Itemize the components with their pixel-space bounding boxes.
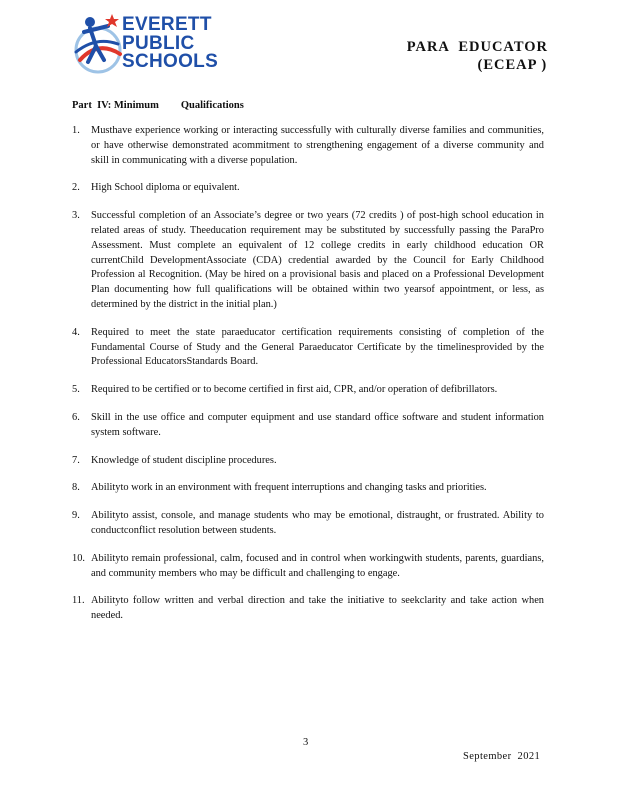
list-item: 8. Abilityto work in an environment with frequent interruptions and changing tasks and priorities. [72,482,487,494]
item-text: High School diploma or equivalent. [91,182,240,194]
document-title [407,38,548,74]
item-text: Successful completion of an Associate’s degree or two years (72 credits ) of post-high school education in related areas of study. Theeducation requirement may be substituted by successfully passing the ParaPro Assessment. Must complete an equivalent of 12 college credits in early childhood education OR currentChild DevelopmentAssociate (CDA) credential awarded by the Council for Early Childhood Profession al Recognition. (May be hired on a provisional basis and placed on a Professional Development Plan documenting how full qualifications will be obtained within two yearsof appointment, or less, as determined by the district in the initial plan.) [91,210,544,310]
item-text: Knowledge of student discipline procedures. [91,454,277,466]
section-part: Part IV: Minimum [72,100,159,111]
logo-line-2: PUBLIC [122,32,195,54]
footer-date: September 2021 [463,751,541,762]
list-item: 7. Knowledge of student discipline procedures. [72,454,277,466]
item-text: Required to meet the state paraeducator certification requirements consisting of completion of the Fundamental Course of Study and the General Paraeducator Certificate by the timelinesprovided by the Professional EducatorsStandards Board. [91,326,544,368]
page-number: 3 [303,737,309,748]
requirements-list [72,124,544,637]
list-item: 5. Required to be certified or to become certified in first aid, CPR, and/or operation of defibrillators. [72,384,498,396]
list-item: 4. Required to meet the state paraeducator certification requirements consisting of completion of the Fundamental Course of Study and the General Paraeducator Certificate by the timelinesprovided by the Professional EducatorsStandards Board. [72,326,544,368]
item-text: Abilityto assist, console, and manage students who may be emotional, distraught, or frustrated. Ability to conductconflict resolution between students. [91,510,544,536]
logo-text [122,16,218,72]
list-item: 3. Successful completion of an Associate’s degree or two years (72 credits ) of post-high school education in related areas of study. Theeducation requirement may be substituted by successfully passing the ParaPro Assessment. Must complete an equivalent of 12 college credits in early childhood education OR currentChild DevelopmentAssociate (CDA) credential awarded by the Council for Early Childhood Profession al Recognition. (May be hired on a provisional basis and placed on a Professional Development Plan documenting how full qualifications will be obtained within two yearsof appointment, or less, as determined by the district in the initial plan.) [72,210,544,310]
list-item: 9. Abilityto assist, console, and manage students who may be emotional, distraught, or frustrated. Ability to conductconflict resolution between students. [72,510,544,536]
item-text: Abilityto remain professional, calm, focused and in control when workingwith students, parents, guardians, and community members who may be difficult and challenging to engage. [91,552,544,579]
item-text: Required to be certified or to become certified in first aid, CPR, and/or operation of defibrillators. [91,384,498,396]
logo-line-3: SCHOOLS [122,51,219,72]
district-logo [68,10,243,80]
logo-line-1: EVERETT [122,14,212,35]
section-title: Qualifications [180,100,244,111]
title-line-1: PARA EDUCATOR [406,39,548,55]
item-text: Musthave experience working or interacting successfully with culturally diverse families and communities, or have otherwise demonstrated acommitment to strengthening engagement of a diverse community and skill in communicating with a diverse population. [91,125,544,166]
item-text: Abilityto work in an environment with frequent interruptions and changing tasks and priorities. [91,482,487,494]
list-item: 2. High School diploma or equivalent. [72,182,240,194]
section-heading [72,100,244,111]
list-item: 11. Abilityto follow written and verbal direction and take the initiative to seekclarity and take action when needed. [72,595,544,622]
logo-figure-icon [68,10,126,80]
list-item: 1. Musthave experience working or interacting successfully with culturally diverse families and communities, or have otherwise demonstrated acommitment to strengthening engagement of a diverse community and skill in communicating with a diverse population. [72,125,544,166]
list-item: 10. Abilityto remain professional, calm, focused and in control when workingwith students, parents, guardians, and community members who may be difficult and challenging to engage. [72,552,544,579]
item-text: Skill in the use office and computer equipment and use standard office software and student information system software. [91,411,544,438]
list-item: 6. Skill in the use office and computer equipment and use standard office software and student information system software. [72,411,544,438]
title-line-2: (ECEAP ) [477,57,548,73]
item-text: Abilityto follow written and verbal direction and take the initiative to seekclarity and take action when needed. [91,595,544,622]
